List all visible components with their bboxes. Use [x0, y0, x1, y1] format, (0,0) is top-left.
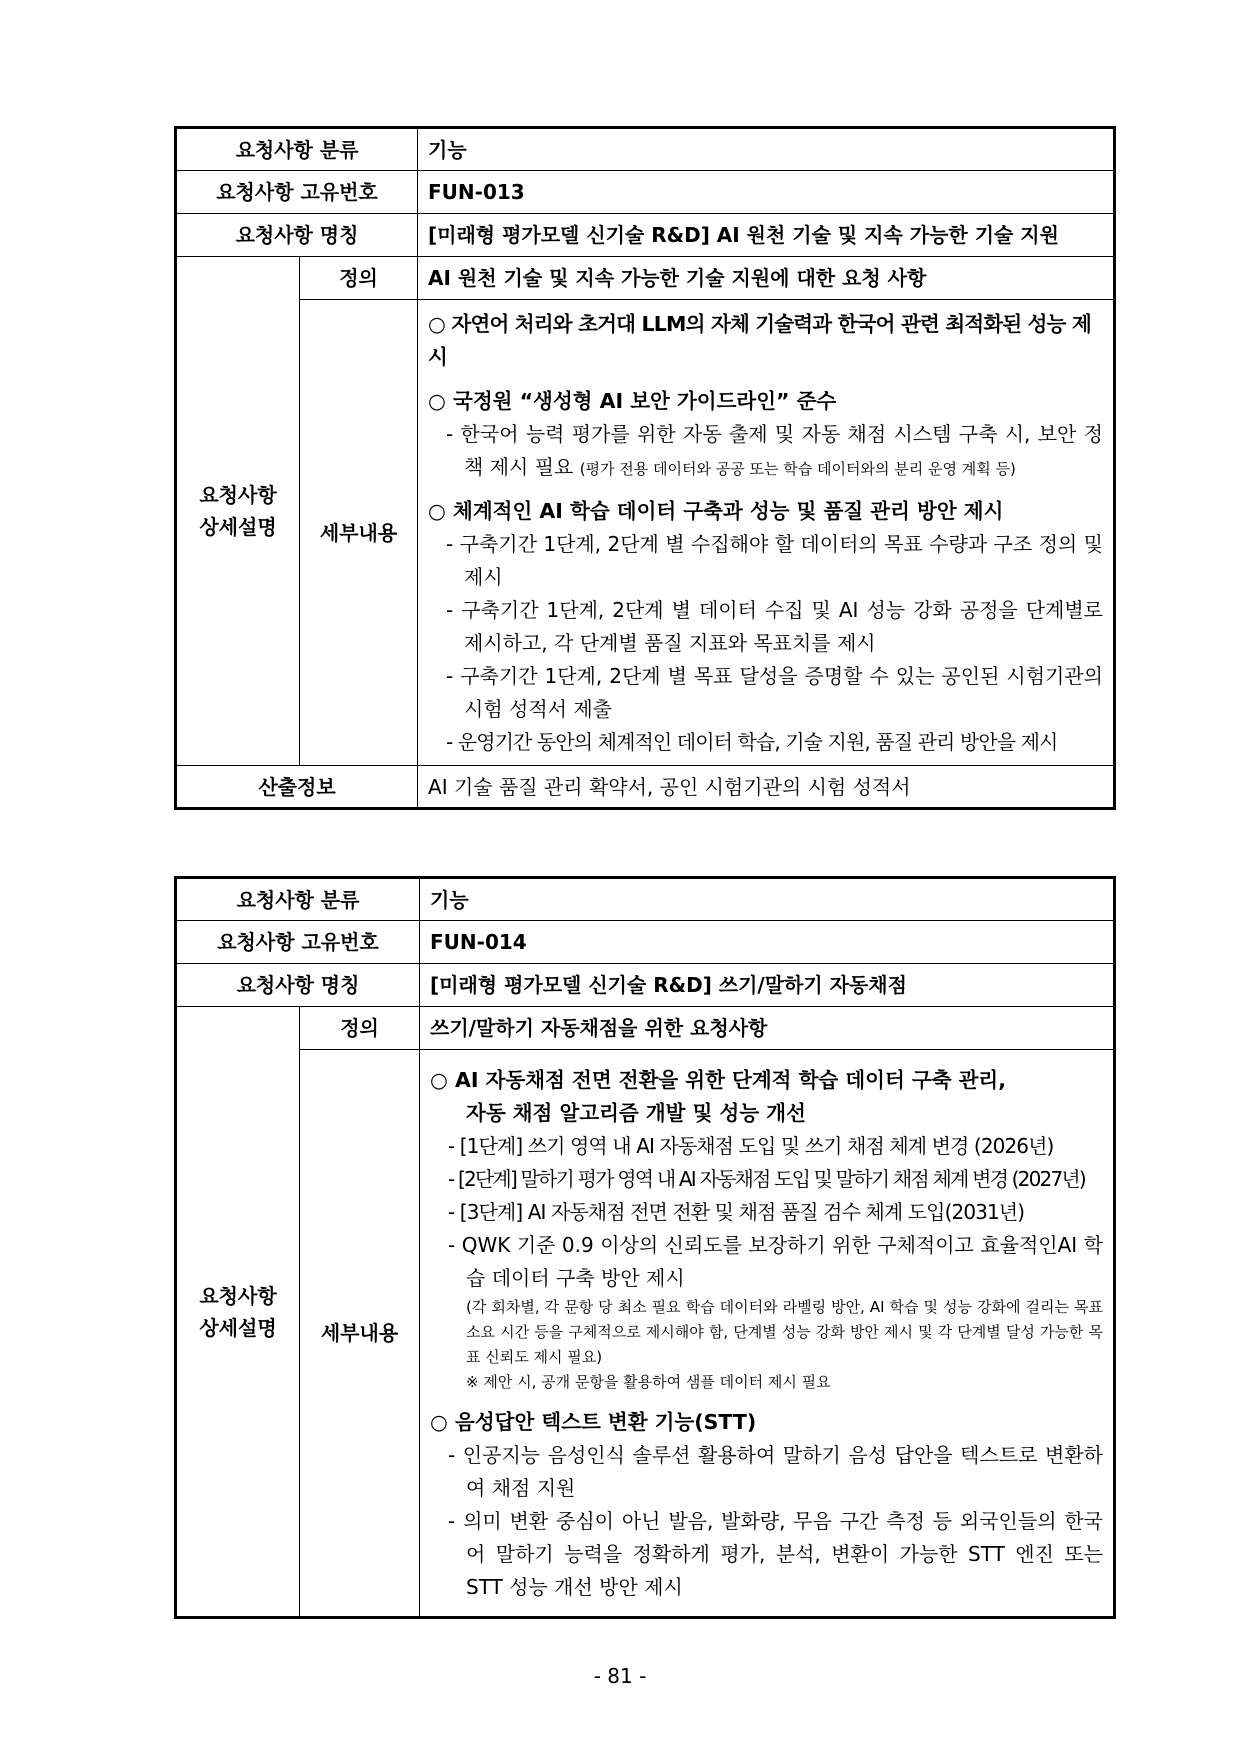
content-cell: [418, 300, 1115, 766]
definition-value: AI 원천 기술 및 지속 가능한 기술 지원에 대한 요청 사항: [418, 257, 1115, 300]
sub-item: - 한국어 능력 평가를 위한 자동 출제 및 자동 채점 시스템 구축 시, 보안 정책 제시 필요 (평가 전용 데이터와 공공 또는 학습 데이터와의 분리 운영 계획 등): [446, 422, 1103, 479]
name-value: [미래형 평가모델 신기술 R&D] AI 원천 기술 및 지속 가능한 기술 지원: [418, 214, 1115, 257]
bullet-item: ○ 체계적인 AI 학습 데이터 구축과 성능 및 품질 관리 방안 제시: [428, 499, 1004, 523]
bullet-item: ○ AI 자동채점 전면 전환을 위한 단계적 학습 데이터 구축 관리,: [430, 1068, 1007, 1092]
category-label: 요청사항 분류: [176, 878, 420, 921]
content-label: 세부내용: [300, 300, 418, 766]
name-label: 요청사항 명칭: [176, 214, 418, 257]
content-cell: [420, 1050, 1115, 1618]
output-value: AI 기술 품질 관리 확약서, 공인 시험기관의 시험 성적서: [418, 766, 1115, 809]
sub-item: - QWK 기준 0.9 이상의 신뢰도를 보장하기 위한 구체적이고 효율적인AI 학습 데이터 구축 방안 제시: [448, 1233, 1103, 1290]
sub-item: - 의미 변환 중심이 아닌 발음, 발화량, 무음 구간 측정 등 외국인들의 한국어 말하기 능력을 정확하게 평가, 분석, 변환이 가능한 STT 엔진 또는 STT 성능 개선 방안 제시: [448, 1509, 1103, 1599]
requirement-table-fun-014: [174, 876, 1116, 1619]
sub-item-note: (각 회차별, 각 문항 당 최소 필요 학습 데이터와 라벨링 방안, AI 학습 및 성능 강화에 걸리는 목표 소요 시간 등을 구체적으로 제시해야 함, 단계별 성능 강화 방안 제시 및 각 단계별 달성 가능한 목표 신뢰도 제시 필요): [466, 1298, 1103, 1366]
requirement-table-fun-013: [174, 126, 1116, 810]
category-value: 기능: [420, 878, 1115, 921]
detail-label-line1: 요청사항: [199, 1283, 277, 1308]
bullet-item: ○ 국정원 “생성형 AI 보안 가이드라인” 준수: [428, 389, 837, 413]
sub-item-note: (평가 전용 데이터와 공공 또는 학습 데이터와의 분리 운영 계획 등): [579, 460, 1016, 478]
id-value: FUN-014: [420, 921, 1115, 964]
definition-label: 정의: [300, 257, 418, 300]
output-label: 산출정보: [176, 766, 418, 809]
sub-item: - 구축기간 1단계, 2단계 별 데이터 수집 및 AI 성능 강화 공정을 단계별로 제시하고, 각 단계별 품질 지표와 목표치를 제시: [446, 598, 1103, 655]
name-value: [미래형 평가모델 신기술 R&D] 쓰기/말하기 자동채점: [420, 964, 1115, 1007]
sub-item: - 인공지능 음성인식 솔루션 활용하여 말하기 음성 답안을 텍스트로 변환하여 채점 지원: [448, 1443, 1103, 1500]
bullet-item-continuation: 자동 채점 알고리즘 개발 및 성능 개선: [466, 1101, 806, 1125]
category-label: 요청사항 분류: [176, 128, 418, 171]
content-label: 세부내용: [300, 1050, 420, 1618]
category-value: 기능: [418, 128, 1115, 171]
bullet-item: ○ 자연어 처리와 초거대 LLM의 자체 기술력과 한국어 관련 최적화된 성능 제시: [428, 312, 1092, 369]
name-label: 요청사항 명칭: [176, 964, 420, 1007]
sub-item: - 구축기간 1단계, 2단계 별 수집해야 할 데이터의 목표 수량과 구조 정의 및 제시: [446, 532, 1103, 589]
detail-label-line2: 상세설명: [199, 1315, 277, 1340]
bullet-item: ○ 음성답안 텍스트 변환 기능(STT): [430, 1410, 757, 1434]
definition-value: 쓰기/말하기 자동채점을 위한 요청사항: [420, 1007, 1115, 1050]
id-value: FUN-013: [418, 171, 1115, 214]
page-number: - 81 -: [593, 1664, 647, 1688]
sub-item-note: ※ 제안 시, 공개 문항을 활용하여 샘플 데이터 제시 필요: [466, 1373, 831, 1391]
sub-item: - [3단계] AI 자동채점 전면 전환 및 채점 품질 검수 체계 도입(2031년): [448, 1200, 1025, 1224]
definition-label: 정의: [300, 1007, 420, 1050]
id-label: 요청사항 고유번호: [176, 921, 420, 964]
detail-label-line2: 상세설명: [199, 515, 277, 539]
detail-label: [176, 1007, 300, 1618]
id-label: 요청사항 고유번호: [176, 171, 418, 214]
detail-label: [176, 257, 300, 766]
sub-item: - 구축기간 1단계, 2단계 별 목표 달성을 증명할 수 있는 공인된 시험기관의 시험 성적서 제출: [446, 664, 1103, 721]
sub-item: - [1단계] 쓰기 영역 내 AI 자동채점 도입 및 쓰기 채점 체계 변경 (2026년): [448, 1134, 1054, 1158]
detail-label-line1: 요청사항: [199, 483, 277, 507]
sub-item: - [2단계] 말하기 평가 영역 내 AI 자동채점 도입 및 말하기 채점 체계 변경 (2027년): [448, 1167, 1085, 1191]
sub-item: - 운영기간 동안의 체계적인 데이터 학습, 기술 지원, 품질 관리 방안을 제시: [446, 730, 1058, 754]
